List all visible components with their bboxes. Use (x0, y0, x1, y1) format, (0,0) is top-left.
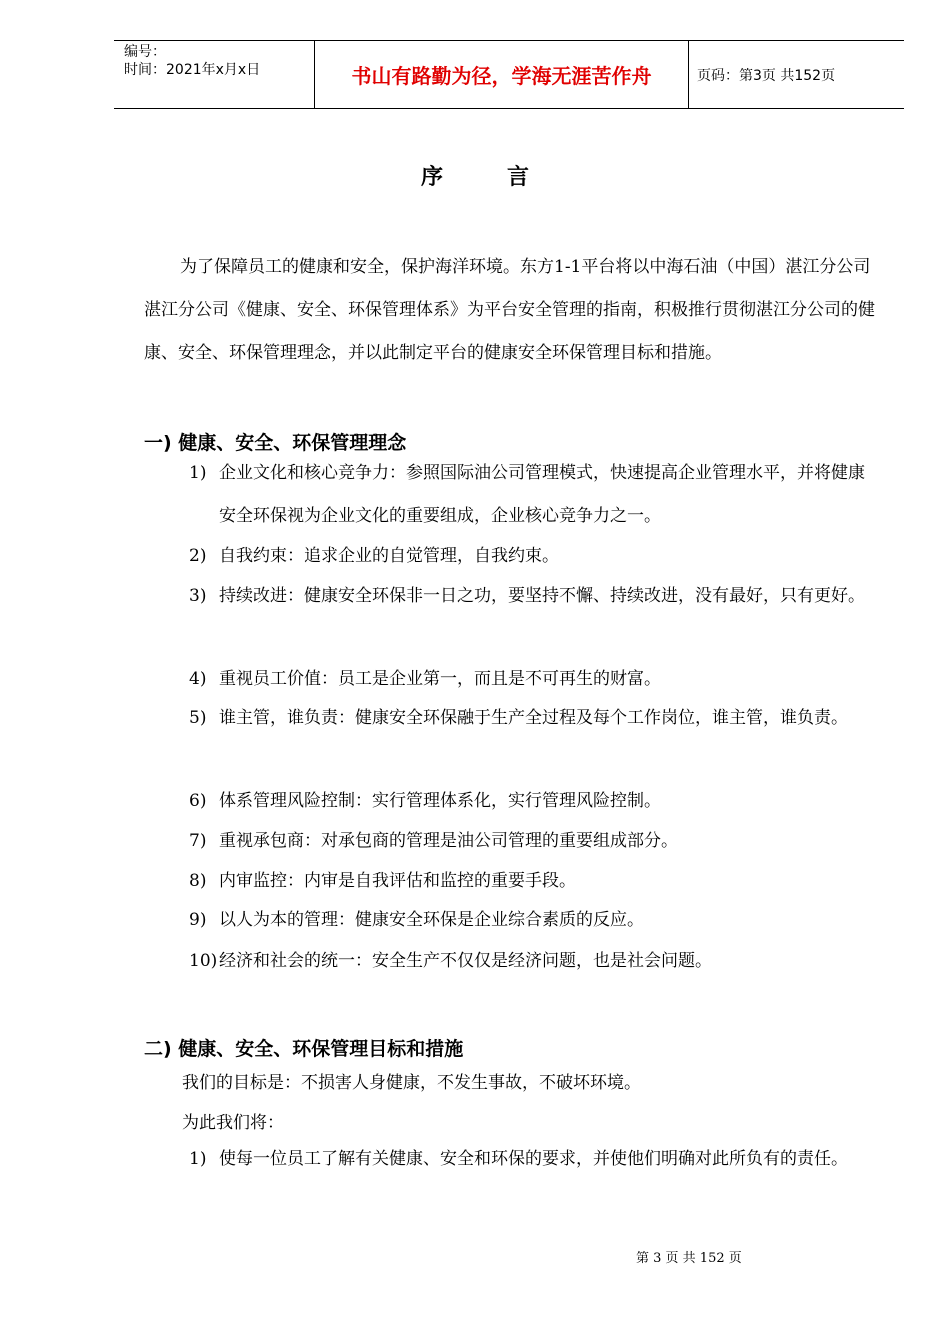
list-item-number: 1) (189, 1149, 207, 1169)
list-item (189, 820, 879, 863)
list-item (189, 658, 879, 701)
list-item-number: 4) (189, 669, 207, 689)
list-item (189, 697, 879, 740)
list-item-text: 经济和社会的统一：安全生产不仅仅是经济问题，也是社会问题。 (219, 951, 712, 971)
list-item-number: 7) (189, 831, 207, 851)
list-item (189, 780, 879, 823)
list-item-text: 重视承包商：对承包商的管理是油公司管理的重要组成部分。 (219, 831, 678, 851)
list-item (189, 940, 879, 983)
lead-text: 为此我们将： (182, 1113, 284, 1133)
page-info: 页码：第3页 共152页 (697, 67, 836, 84)
list-item-number: 3) (189, 586, 207, 606)
header-table (114, 40, 904, 109)
section1-heading: 一) 健康、安全、环保管理理念 (144, 432, 407, 454)
list-item-number: 2) (189, 546, 207, 566)
list-item (189, 1138, 879, 1181)
list-item (189, 575, 879, 618)
page-footer: 第 3 页 共 152 页 (636, 1251, 742, 1266)
list-item-text: 谁主管，谁负责：健康安全环保融于生产全过程及每个工作岗位，谁主管，谁负责。 (219, 708, 848, 728)
list-item-text: 内审监控：内审是自我评估和监控的重要手段。 (219, 871, 576, 891)
time-label: 时间：2021年x月x日 (124, 62, 261, 78)
intro-paragraph: 为了保障员工的健康和安全，保护海洋环境。东方1-1平台将以中海石油（中国）湛江分公司湛江分公司《健康、安全、环保管理体系》为平台安全管理的指南，积极推行贯彻湛江分公司的健康、安全、环保管理理念，并以此制定平台的健康安全环保管理目标和措施。 (144, 257, 875, 363)
list-item-number: 6) (189, 791, 207, 811)
list-item-text: 持续改进：健康安全环保非一日之功，要坚持不懈、持续改进，没有最好，只有更好。 (219, 586, 865, 606)
header-left-cell (114, 41, 315, 108)
list-item-text: 企业文化和核心竞争力：参照国际油公司管理模式，快速提高企业管理水平，并将健康安全环保视为企业文化的重要组成，企业核心竞争力之一。 (219, 463, 865, 526)
list-item-number: 10) (189, 951, 218, 971)
list-item-number: 1) (189, 463, 207, 483)
list-item-number: 9) (189, 910, 207, 930)
list-item (189, 452, 879, 538)
list-item (189, 860, 879, 903)
motto: 书山有路勤为径，学海无涯苦作舟 (315, 41, 689, 108)
list-item-text: 重视员工价值：员工是企业第一，而且是不可再生的财富。 (219, 669, 661, 689)
list-item-number: 5) (189, 708, 207, 728)
title-char-2: 言 (507, 164, 530, 190)
section2-heading: 二) 健康、安全、环保管理目标和措施 (144, 1038, 464, 1060)
number-label: 编号： (124, 44, 166, 60)
list-item-text: 自我约束：追求企业的自觉管理，自我约束。 (219, 546, 559, 566)
goal-text: 我们的目标是：不损害人身健康，不发生事故，不破坏环境。 (182, 1073, 641, 1093)
list-item (189, 899, 879, 942)
title-char-1: 序 (420, 164, 443, 190)
page-title (0, 160, 950, 191)
list-item-number: 8) (189, 871, 207, 891)
list-item-text: 以人为本的管理：健康安全环保是企业综合素质的反应。 (219, 910, 644, 930)
list-item (189, 535, 879, 578)
list-item-text: 使每一位员工了解有关健康、安全和环保的要求，并使他们明确对此所负有的责任。 (219, 1149, 848, 1169)
list-item-text: 体系管理风险控制：实行管理体系化，实行管理风险控制。 (219, 791, 661, 811)
